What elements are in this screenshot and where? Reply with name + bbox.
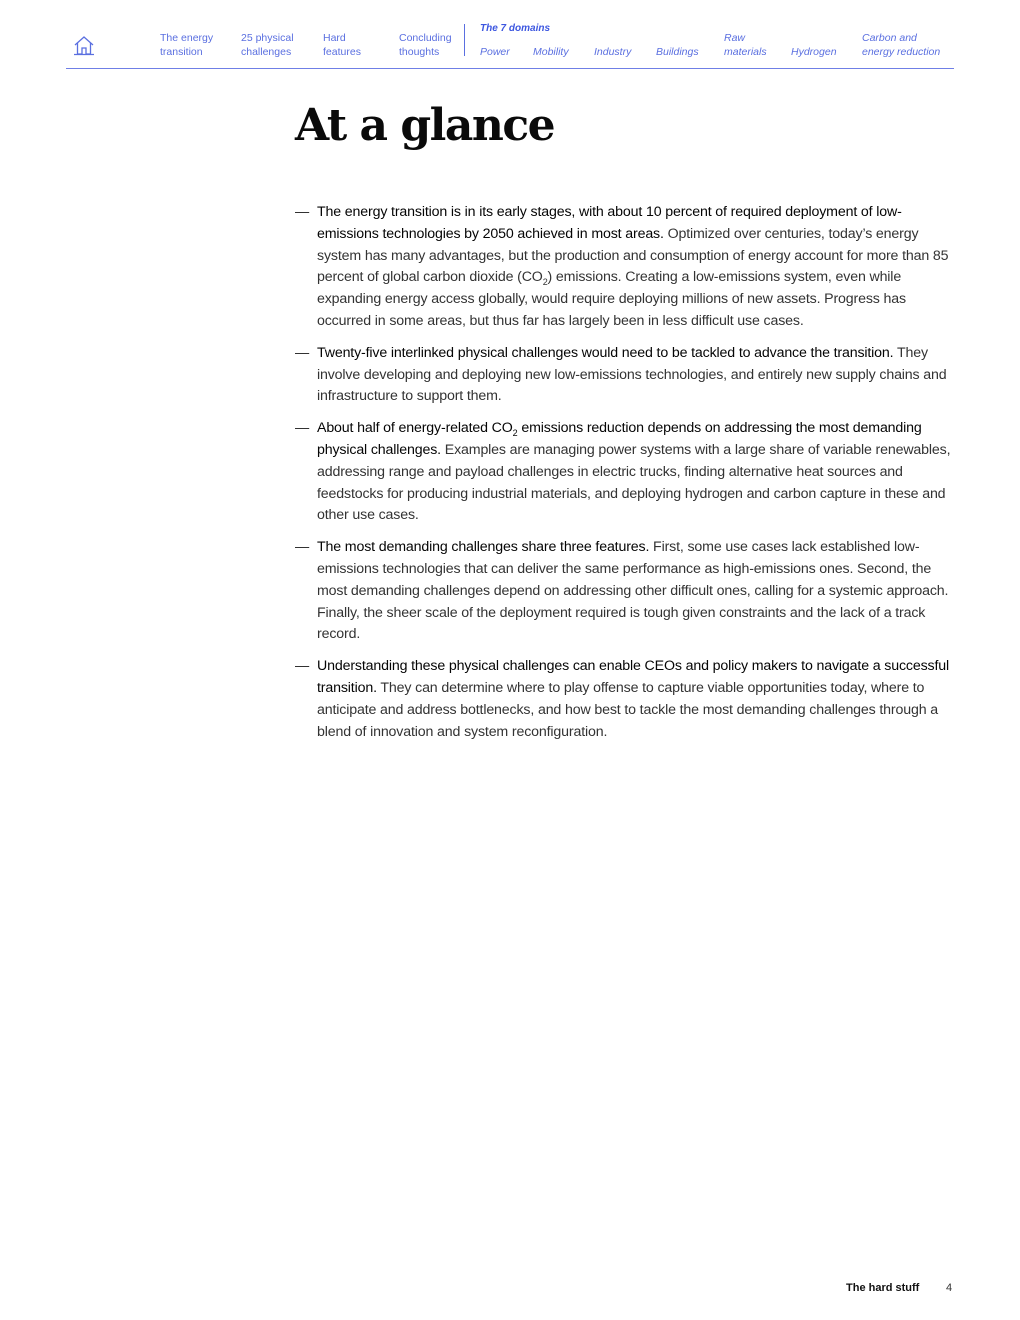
bullet-lead: The most demanding challenges share three features.: [317, 539, 650, 556]
nav-link-physical-challenges[interactable]: 25 physical challenges: [241, 32, 294, 58]
bullet-body: They involve developing and deploying new low-emissions technologies, and entirely new supply chains and infrastructure to support them.: [317, 344, 947, 405]
domains-heading: The 7 domains: [480, 23, 551, 34]
nav-domain-buildings[interactable]: Buildings: [656, 46, 699, 58]
list-item: [295, 656, 953, 743]
top-navigation: [66, 0, 954, 69]
bullet-body: Examples are managing power systems with a large share of variable renewables, addressing range and payload challenges in electric trucks, finding alternative heat sources and feedstocks for producing industrial materials, and deploying hydrogen and carbon capture in these and other use cases.: [317, 441, 951, 524]
list-item: [295, 343, 953, 408]
nav-domain-hydrogen[interactable]: Hydrogen: [791, 46, 837, 58]
bullet-dash: —: [295, 539, 310, 556]
nav-domain-raw-materials[interactable]: Raw materials: [724, 32, 767, 58]
bullet-lead: About half of energy-related CO: [317, 420, 513, 437]
summary-list: [295, 202, 953, 753]
bullet-lead: Understanding these physical challenges can enable CEOs and policy makers to navigate a successful transition.: [317, 658, 949, 696]
bullet-dash: —: [295, 204, 310, 220]
bullet-body: ) emissions. Creating a low-emissions system, even while expanding energy access globally, would require deploying millions of new assets. Progress has occurred in some areas, but thus far has largely been in less difficult use cases.: [317, 269, 906, 329]
bullet-body: Optimized over centuries, today’s energy system has many advantages, but the production and consumption of energy account for more than 85 percent of global carbon dioxide (CO: [317, 225, 949, 286]
page-title: At a glance: [295, 100, 555, 151]
nav-domain-power[interactable]: Power: [480, 46, 510, 58]
subscript: 2: [512, 428, 518, 438]
home-icon[interactable]: [73, 34, 95, 56]
list-item: [295, 418, 953, 527]
nav-domain-mobility[interactable]: Mobility: [533, 46, 569, 58]
bullet-lead: The energy transition is in its early stages, with about 10 percent of required deployment of low-emissions technologies by 2050 achieved in most areas.: [317, 204, 902, 242]
nav-link-hard-features[interactable]: Hard features: [323, 32, 361, 58]
bullet-dash: —: [295, 658, 310, 675]
subscript: 2: [542, 277, 548, 288]
nav-link-concluding-thoughts[interactable]: Concluding thoughts: [399, 32, 452, 58]
nav-domain-industry[interactable]: Industry: [594, 46, 632, 58]
bullet-dash: —: [295, 420, 310, 437]
list-item: [295, 202, 953, 333]
bullet-body: They can determine where to play offense to capture viable opportunities today, where to anticipate and address bottlenecks, and how best to tackle the most demanding challenges through a blend of innovation and system reconfiguration.: [317, 679, 938, 740]
bullet-dash: —: [295, 344, 310, 361]
bullet-lead: Twenty-five interlinked physical challenges would need to be tackled to advance the transition.: [317, 344, 894, 361]
bullet-lead: emissions reduction depends on addressing the most demanding physical challenges.: [317, 420, 922, 458]
page-number: 4: [946, 1282, 953, 1294]
nav-divider: [464, 24, 465, 56]
bullet-body: First, some use cases lack established low-emissions technologies that can deliver the same performance as high-emissions ones. Second, the most demanding challenges depend on addressing other difficult ones, calling for a systemic approach. Finally, the sheer scale of the deployment required is tough given constraints and the lack of a track record.: [317, 539, 949, 643]
list-item: [295, 537, 953, 646]
nav-link-energy-transition[interactable]: The energy transition: [160, 32, 214, 58]
footer-title: The hard stuff: [846, 1282, 920, 1294]
nav-domain-carbon-energy-reduction[interactable]: Carbon and energy reduction: [862, 32, 941, 58]
